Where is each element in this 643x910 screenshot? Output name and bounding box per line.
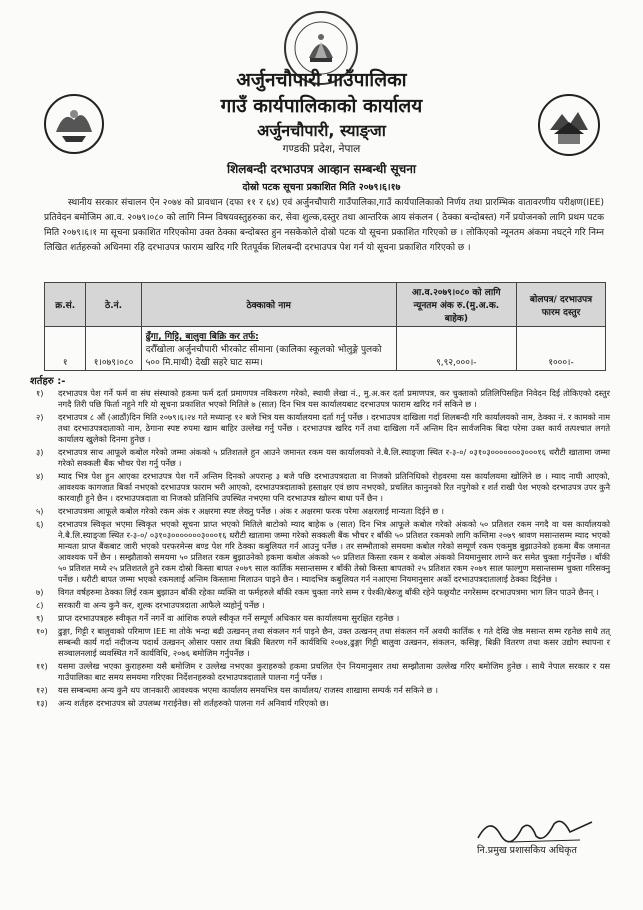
condition-text: यसमा उल्लेख भएका कुराहरुमा यसै बमोजिम र उल्लेख नभएका कुराहरुको हकमा प्रचलित ऐन नियमानुसार तथा सम्झौतामा उल्लेख गरिए बमोजिम हुनेछ । साथै नेपाल सरकार र यस गाउँपालिका बाट समय समयमा गरिएका निर्देशनहरुको दरभाउपत्रदाताले पालना गर्नु पर्नेछ ।	[58, 661, 610, 682]
condition-text: दरभाउपत्र स्विकृत भएमा स्विकृत भएको सूचना प्राप्त भएको मितिले बाटोको म्याद बाहेक ७ (सात) दिन भित्र आफूले कबोल गरेको अंकको ५० प्रतिशत रकम नगदै वा यस कार्यालयको ने.बै.लि.स्याङ्जा स्थित र-३-०/ ०३१०३०००००००३०००१६ धरौटी खातामा जम्मा गरेको सक्कली बैंक भौचर र बाँकी ५० प्रतिशत रकमको लागि कम्तिमा २०७९ श्रावण मसान्तसम्म म्याद भएको मान्यता प्राप्त बैंकबाट जारी भएको परफरमेन्स बण्ड पेश गरि ठेक्का कबुलियत गर्न आउनु पर्नेछ । तर सम्भौताको समयमा कबोल गरेको सम्पूर्ण रकम एकमुष्ठ बुझाउनेको हकमा बैंक जमानत आवश्यक पर्ने छैन । सम्झौताको समयमा ५० प्रतिशत रकम बुझाउनेको हकमा कबोल अंकको ५० प्रतिशत किस्ता रकम र कबोल अंकको नियमानुसार लाग्ने कर समेत चुक्ता गर्नुपर्नेछ । बाँकी ५० प्रतिशत मध्ये २५ प्रतिशतले हुने रकम दोस्रो किस्ता बापत २०७९ साल कार्तिक मसान्तसम्म र बाँकी तेस्रो किस्ता बापतको २५ प्रतिशत रकम २०७९ साल फाल्गुण मसान्तसम्म चुक्ता गरिसक्नु पर्नेछ । धरौटी बापत जम्मा भएको रकमलाई अन्तिम किस्तामा मिलाउन पाइने छैन । म्यादभित्र कबुलियत गर्न नआएमा नियमानुसार अर्को दरभाउपत्रदातालाई ठेक्का दिईनेछ ।	[58, 519, 610, 584]
col-header-form-fee: बोलपत्र/ दरभाउपत्र फारम दस्तुर	[517, 283, 606, 327]
col-header-contract-no: ठे.नं.	[86, 283, 141, 327]
condition-item	[30, 412, 610, 445]
cell-min-amount: ९,९२,०००।-	[396, 327, 516, 371]
condition-number: १२)	[36, 685, 48, 695]
conditions-title: शर्तहरु :-	[30, 376, 66, 387]
condition-number: ५)	[36, 506, 44, 516]
condition-number: ७)	[36, 587, 44, 597]
publication-date: दोस्रो पटक सूचना प्रकाशित मिति २०७९।६।१७	[242, 182, 401, 193]
condition-item	[30, 471, 610, 504]
cell-contract-name	[141, 327, 396, 371]
condition-text: विगत वर्षहरुमा ठेक्का लिई रकम बुझाउन बाँकी रहेका व्यक्ति वा फर्महरुले बाँकी रकम चुक्ता नगरे सम्म र पेश्की/बेरुजु बाँकी रहेने फछ्र्यौट नगरेसम्म दरभाउपत्रमा भाग लिन पाउने छैनन् ।	[58, 587, 599, 597]
condition-number: ११)	[36, 661, 48, 671]
condition-item	[30, 626, 610, 659]
condition-text: दरभाउपत्रमा आफूले कबोल गरेको रकम अंक र अक्षरमा स्पष्ट लेख्नु पर्नेछ । अंक र अक्षरमा फरक परेमा अक्षरलाई मान्यता दिईने छ ।	[58, 506, 445, 516]
condition-text: अन्य शर्तहरु दरभाउपत्र स्रो उपलब्ध गराईनेछ। सो शर्तहरुको पालना गर्न अनिवार्य गरिएको छ।	[58, 698, 329, 708]
condition-text: यस सम्बन्धमा अन्य कुनै थप जानकारी आवश्यक भएमा कार्यालय समयभित्र यस कार्यालय/ राजस्व शाखामा सम्पर्क गर्न सकिने छ ।	[58, 685, 438, 695]
condition-item	[30, 388, 610, 410]
col-header-min-amount: आ.व.२०७९।०८० को लागि न्यूनतम अंक रु.(मु.अ.क. बाहेक)	[396, 283, 516, 327]
condition-text: दरभाउपत्र पेश गर्ने फर्म वा संघ संस्थाको हकमा फर्म दर्ता प्रमाणपत्र नविकरण गरेको, स्थायी लेखा नं., मु.अ.कर दर्ता प्रमाणपत्र, कर चुक्ताको प्रतिलिपिसहित निवेदन दिई तोकिएको दस्तुर नगदै तिरी पछि फिर्ता नहुने गरि यो सूचना प्रकाशित भएको मितिले ७ (सात) दिन भित्र यस कार्यालयबाट दरभाउपत्र फाराम खरिद गर्न सकिने छ ।	[58, 388, 610, 409]
col-header-sn: क्र.सं.	[45, 283, 86, 327]
condition-text: म्याद भित्र पेश हुन आएका दरभाउपत्र पेश गर्ने अन्तिम दिनको अपरान्ह ३ बजे पछि दरभाउपत्रदाता वा निजको प्रतिनिधिको रोहवरमा यस कार्यालयमा खोलिने छ । म्याद नाघी आएको, आवश्यक कागजात बिर्का नभएको दरभाउपत्र फाराम भरी आएको, दरभाउपत्रदाताको हस्ताक्षर एवं छाप नभएको, प्रचलित कानुनको रित नपुगेको र शर्त राखी पेश भएको दरभाउपत्र उपर कुनै कारवाही हुने छैन । दरभाउपत्रदाता वा निजको प्रतिनिधि उपस्थित नभएमा पनि दरभाउपत्र खोल्न बाधा पर्ने छैन ।	[58, 471, 610, 503]
tender-table	[44, 282, 606, 371]
office-name: गाउँ कार्यपालिकाको कार्यालय	[220, 95, 423, 117]
condition-text: दरभाउपत्र साथ आफूले कबोल गरेको जम्मा अंकको ५ प्रतिशतले हुन आउने जमानत रकम यस कार्यालयको ने.बै.लि.स्याङ्जा स्थित र-३-०/ ०३१०३०००००००३०००१६ धरौटी खातामा जम्मा गरेको सक्कली बैंक भौचर पेश गर्नु पर्नेछ ।	[58, 447, 610, 468]
conditions-section	[30, 373, 610, 711]
condition-item	[30, 698, 610, 709]
intro-paragraph: स्थानीय सरकार संचालन ऐन २०७४ को प्रावधान (दफा ११ र ६४) एवं अर्जुनचौपारी गाउँपालिका,गाउँ कार्यपालिकाको निर्णय तथा प्रारम्भिक वातावरणीय परीक्षण(IEE) प्रतिवेदन बमोजिम आ.व. २०७९।०८० को लागि निम्न विषयवस्तुहरुका कर, सेवा शुल्क,दस्तुर तथा आन्तरिक आय संकलन ( ठेक्का बन्दोबस्त) गर्ने प्रयोजनको लागि प्रथम पटक मिति २०७९।६।१ मा सूचना प्रकाशित गरिएकोमा उक्त ठेक्का बन्दोबस्त हुन नसकेकोले दोस्रो पटक यो सूचना प्रकाशित गरिएको छ । लोकिएको न्यूनतम अंकमा नघट्ने गरि निम्न लिखित शर्तहरुको अधिनमा रहि दरभाउपत्र फाराम खरिद गरि रितपूर्वक शिलबन्दी दरभाउपत्र पेश गर्न यो सूचना प्रकाशित गरिएको छ ।	[44, 198, 604, 253]
condition-item	[30, 447, 610, 469]
condition-number: १३)	[36, 698, 48, 708]
table-row	[45, 327, 606, 371]
condition-text: दरभाउपत्र ८ औं (आठौं)दिन मिति २०७९।६।२४ गते मध्यान्ह १२ बजे भित्र यस कार्यालयमा दर्ता गर्नु पर्नेछ । दरभाउपत्र दाखिला गर्दा शिलबन्दी गरि कार्यालयको नाम, ठेक्का नं. र कामको नाम तथा दरभाउपत्रदाताको नाम, ठेगाना स्पष्ट रुपमा खाम बाहिर उल्लेख गर्नु पर्नेछ । दरभाउपत्र खरिद गर्ने तथा दाखिला गर्ने अन्तिम दिन सार्वजनिक बिदा परेमा उक्त कार्य तत्पश्चात लगते कार्यालय खुलेको दिनमा हुनेछ ।	[58, 412, 610, 444]
condition-number: ८)	[36, 600, 44, 610]
signatory-title: नि.प्रमुख प्रशासकिय अधिकृत	[477, 845, 577, 856]
condition-number: ६)	[36, 519, 44, 529]
condition-item	[30, 661, 610, 683]
condition-number: २)	[36, 412, 44, 422]
condition-item	[30, 600, 610, 611]
condition-number: ९)	[36, 613, 44, 623]
cell-contract-no: १।०७९।०८०	[86, 327, 141, 371]
cell-sn: १	[45, 327, 86, 371]
condition-item	[30, 685, 610, 696]
condition-text: ढुङ्गा, गिट्टी र बालुवाको परिमाण IEE मा तोके भन्दा बढी उत्खनन् तथा संकलन गर्न पाइने छैन, उक्त उत्खनन् तथा संकलन गर्ने अवधी कार्तिक १ गते देखि जेष्ठ मसान्त सम्म रहनेछ साथै तत् सम्बन्धी कार्य गर्दा नदीजन्य पदार्थ उत्खनन् ओसार पसार तथा बिक्री बितरण गर्ने कार्यविधि २०७४,ढुङ्गा गिट्टी बालुवा उत्खनन, संकलन, कसिङ्ग, बिक्री वितरण तथा कसर उद्योग स्थापना र सञ्चालनलाई व्यवस्थित गर्ने कार्यविधि, २०७६ बमोजिम गर्नुपर्नेछ ।	[58, 626, 610, 658]
condition-number: ३)	[36, 447, 44, 457]
condition-item	[30, 506, 610, 517]
office-location: अर्जुनचौपारी, स्याङ्जा	[257, 121, 386, 140]
condition-item	[30, 587, 610, 598]
col-header-contract-name: ठेक्काको नाम	[141, 283, 396, 327]
condition-text: सरकारी वा अन्य कुनै कर, शुल्क दरभाउपत्रदाता आफैले व्यहोर्नु पर्नेछ ।	[58, 600, 265, 610]
condition-text: प्राप्त दरभाउपत्रहरु स्वीकृत गर्ने नगर्ने वा आंशिक रुपले स्वीकृत गर्ने सम्पूर्ण अधिकार यस कार्यालयमा सुरक्षित रहनेछ ।	[58, 613, 400, 623]
condition-item	[30, 613, 610, 624]
condition-number: १)	[36, 388, 44, 398]
notice-title: शिलबन्दी दरभाउपत्र आव्हान सम्बन्धी सूचना	[226, 162, 417, 176]
condition-number: ४)	[36, 471, 44, 481]
cell-form-fee: १०००।-	[517, 327, 606, 371]
contract-name-text: दरौँखोला अर्जुनचौपारी भीरकोट सीमाना (कालिका स्कूलको भोलुङ्गे पुलको ५०० मि.माथी) देखी सहरे घाट सम्म।	[145, 345, 382, 368]
condition-number: १०)	[36, 626, 48, 636]
table-header-row	[45, 283, 606, 327]
category-label: ढुँगा, गिट्टि, बालुवा बिक्रि कर तर्फ:	[145, 332, 259, 342]
condition-item	[30, 519, 610, 585]
province-line: गण्डकी प्रदेश, नेपाल	[282, 143, 361, 155]
municipality-name: अर्जुनचौपारी गाउँपालिका	[236, 69, 407, 91]
